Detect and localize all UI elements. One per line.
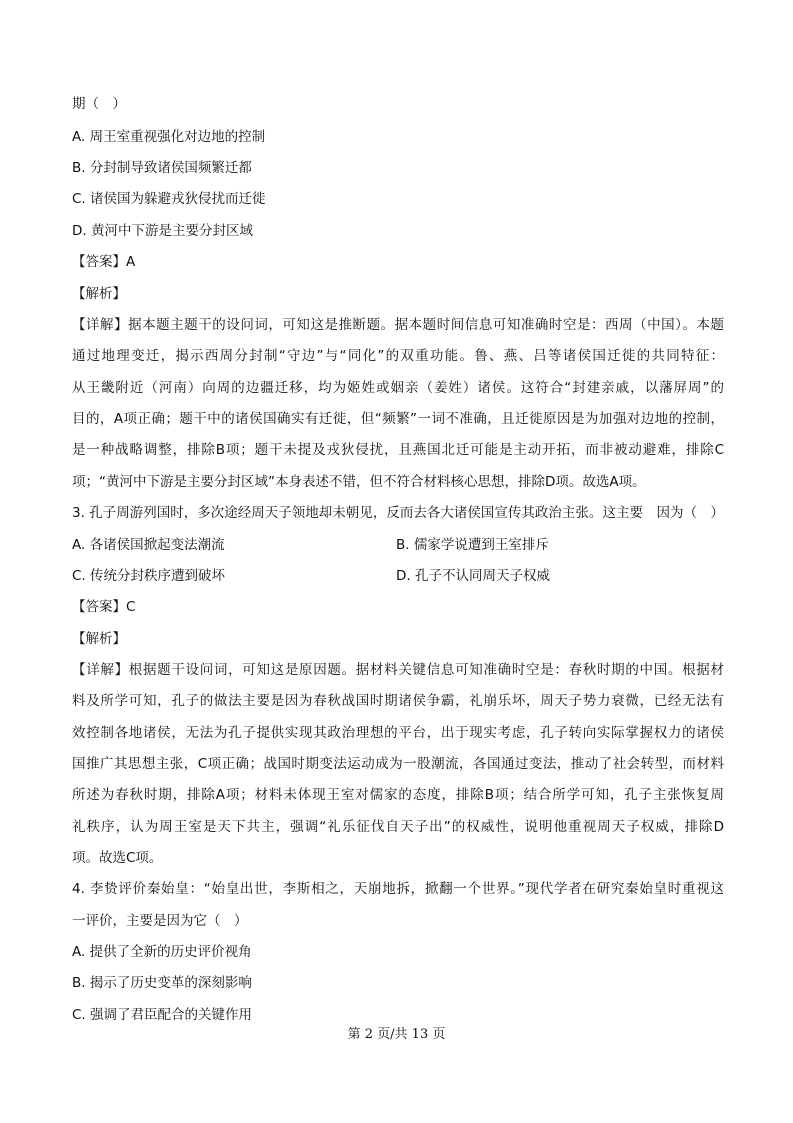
q2-stem-tail: 期（ ） xyxy=(72,96,126,112)
q2-option-a: A. 周王室重视强化对边地的控制 xyxy=(72,129,266,145)
q3-detail-line: 礼秩序，认为周王室是天下共主，强调“礼乐征伐自天子出”的权威性，说明他重视周天子权威，排除D xyxy=(72,819,724,835)
q2-detail-line: 目的，A项正确；题干中的诸侯国确实有迁徙，但“频繁”一词不准确，且迁徙原因是为加强对边地的控制， xyxy=(72,411,724,427)
q2-option-b: B. 分封制导致诸侯国频繁迁都 xyxy=(72,160,252,176)
q2-option-d: D. 黄河中下游是主要分封区域 xyxy=(72,223,253,239)
q3-answer: 【答案】C xyxy=(72,599,136,615)
q3-option-d: D. 孔子不认同周天子权威 xyxy=(396,568,550,584)
q2-detail-line: 通过地理变迁，揭示西周分封制“守边”与“同化”的双重功能。鲁、燕、吕等诸侯国迁徙的共同特征： xyxy=(72,348,724,364)
q3-detail-line: 所述为春秋时期，排除A项；材料未体现王室对儒家的态度，排除B项；结合所学可知，孔子主张恢复周 xyxy=(72,787,724,803)
q2-answer: 【答案】A xyxy=(72,254,136,270)
q3-analysis-heading: 【解析】 xyxy=(72,631,126,647)
q2-detail-line: 项；“黄河中下游是主要分封区域”本身表述不错，但不符合材料核心思想，排除D项。故选A项。 xyxy=(72,474,646,490)
q3-stem: 3. 孔子周游列国时，多次途经周天子领地却未朝见，反而去各大诸侯国宣传其政治主张。这主要 因为（ ） xyxy=(72,505,724,521)
q3-option-c: C. 传统分封秩序遭到破坏 xyxy=(72,568,226,584)
q2-detail-line: 【详解】据本题主题干的设问词，可知这是推断题。据本题时间信息可知准确时空是：西周（中国）。本题 xyxy=(72,317,724,333)
q3-detail-line: 国推广其思想主张，C项正确；战国时期变法运动成为一股潮流，各国通过变法，推动了社会转型，而材料 xyxy=(72,756,724,772)
q2-detail-line: 是一种战略调整，排除B项；题干未提及戎狄侵扰，且燕国北迁可能是主动开拓，而非被动避难，排除C xyxy=(72,442,724,458)
q3-detail-line: 料及所学可知，孔子的做法主要是因为春秋战国时期诸侯争霸，礼崩乐坏，周天子势力衰微，已经无法有 xyxy=(72,693,724,709)
q4-option-c: C. 强调了君臣配合的关键作用 xyxy=(72,1007,253,1023)
page-number-footer: 第 2 页/共 13 页 xyxy=(347,1027,446,1042)
q3-option-a: A. 各诸侯国掀起变法潮流 xyxy=(72,537,225,553)
q4-stem-line: 4. 李贽评价秦始皇：“始皇出世，李斯相之，天崩地拆，掀翻一个世界。”现代学者在研究秦始皇时重视这 xyxy=(72,881,724,897)
q2-detail-line: 从王畿附近（河南）向周的边疆迁移，均为姬姓或姻亲（姜姓）诸侯。这符合“封建亲戚，以藩屏周”的 xyxy=(72,380,724,396)
q3-detail-line: 效控制各地诸侯，无法为孔子提供实现其政治理想的平台，出于现实考虑，孔子转向实际掌握权力的诸侯 xyxy=(72,725,724,741)
q3-detail-line: 【详解】根据题干设问词，可知这是原因题。据材料关键信息可知准确时空是：春秋时期的中国。根据材 xyxy=(72,662,724,678)
q4-option-b: B. 揭示了历史变革的深刻影响 xyxy=(72,975,252,991)
q4-option-a: A. 提供了全新的历史评价视角 xyxy=(72,944,252,960)
q3-option-b: B. 儒家学说遭到王室排斥 xyxy=(396,537,549,553)
q3-detail-line: 项。故选C项。 xyxy=(72,850,163,866)
q2-option-c: C. 诸侯国为躲避戎狄侵扰而迁徙 xyxy=(72,191,266,207)
q2-analysis-heading: 【解析】 xyxy=(72,286,126,302)
q4-stem-line: 一评价，主要是因为它（ ） xyxy=(72,913,248,929)
